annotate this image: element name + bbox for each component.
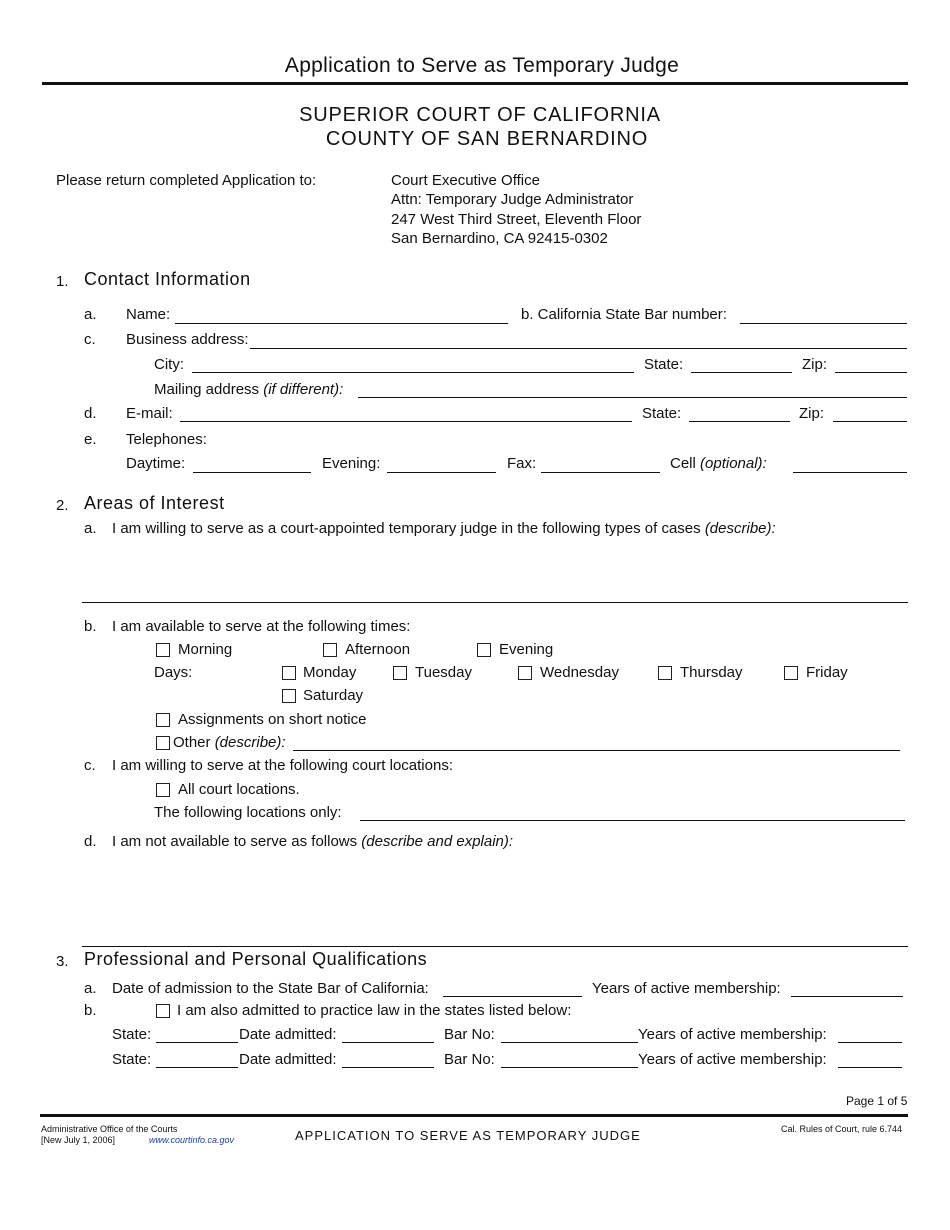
evening-checkbox[interactable] [477,643,491,657]
item-label: c. [84,757,96,774]
tuesday-checkbox[interactable] [393,666,407,680]
cell-label [670,455,767,472]
all-locations-checkbox[interactable] [156,783,170,797]
name-field[interactable] [175,323,508,324]
item-label: c. [84,331,96,348]
zip-field[interactable] [835,372,907,373]
availability-text: I am available to serve at the following times: [112,618,411,635]
business-address-field[interactable] [250,348,907,349]
state-label: State: [644,356,684,373]
return-address-line: Court Executive Office [391,172,540,189]
years-label: Years of active membership: [638,1051,827,1068]
following-locations-field[interactable] [360,820,905,821]
daytime-phone-field[interactable] [193,472,311,473]
section-title-interest: Areas of Interest [84,493,225,513]
footer-rule [40,1114,908,1117]
admission-date-label: Date of admission to the State Bar of California: [112,980,429,997]
tuesday-label: Tuesday [415,664,472,681]
years-field[interactable] [838,1067,902,1068]
fax-field[interactable] [541,472,660,473]
footer-revision: [New July 1, 2006] [41,1135,116,1145]
other-states-checkbox[interactable] [156,1004,170,1018]
case-types-field[interactable] [82,602,908,603]
unavailable-label: I am not available to serve as follows [112,833,358,850]
thursday-label: Thursday [680,664,743,681]
zip-label: Zip: [799,405,825,422]
bar-number-label: b. California State Bar number: [521,306,727,323]
section-title-qualifications: Professional and Personal Qualifications [84,949,428,969]
case-types-note: (describe): [704,520,776,537]
bar-number-field[interactable] [740,323,907,324]
business-address-label: Business address: [126,331,249,348]
morning-checkbox[interactable] [156,643,170,657]
wednesday-label: Wednesday [540,664,619,681]
thursday-checkbox[interactable] [658,666,672,680]
court-name: SUPERIOR COURT OF CALIFORNIA [299,104,661,126]
years-field[interactable] [838,1042,902,1043]
bar-no-label: Bar No: [444,1026,495,1043]
bar-no-label: Bar No: [444,1051,495,1068]
other-checkbox[interactable] [156,736,170,750]
footer-form-title: APPLICATION TO SERVE AS TEMPORARY JUDGE [295,1128,641,1143]
item-label: a. [84,520,97,537]
state-label: State: [112,1026,152,1043]
all-locations-label: All court locations. [178,781,300,798]
county-name: COUNTY OF SAN BERNARDINO [325,128,649,150]
unavailable-field[interactable] [82,946,908,947]
footer-website[interactable]: www.courtinfo.ca.gov [149,1135,235,1145]
zip-label: Zip: [802,356,828,373]
header-rule [42,82,908,85]
city-field[interactable] [192,372,634,373]
name-label: Name: [126,306,171,323]
return-address-line: 247 West Third Street, Eleventh Floor [391,211,642,228]
evening-label: Evening: [322,455,381,472]
fax-label: Fax: [507,455,537,472]
mailing-label-text: Mailing address [154,381,260,398]
page-number: Page 1 of 5 [846,1094,908,1108]
bar-no-field[interactable] [501,1067,638,1068]
item-label: e. [84,431,97,448]
section-number: 2. [56,497,69,514]
unavailable-text [112,833,513,850]
friday-checkbox[interactable] [784,666,798,680]
short-notice-label: Assignments on short notice [178,711,367,728]
item-label: b. [84,1002,97,1019]
other-text: Other [173,734,211,751]
telephones-label: Telephones: [126,431,207,448]
item-label: d. [84,833,97,850]
other-note: (describe): [214,734,286,751]
days-label: Days: [154,664,193,681]
return-label: Please return completed Application to: [56,172,317,189]
short-notice-checkbox[interactable] [156,713,170,727]
other-states-label: I am also admitted to practice law in the states listed below: [177,1002,572,1019]
evening-phone-field[interactable] [387,472,496,473]
email-label: E-mail: [126,405,173,422]
date-admitted-field[interactable] [342,1067,434,1068]
unavailable-note: (describe and explain): [361,833,514,850]
item-label: d. [84,405,97,422]
friday-label: Friday [806,664,848,681]
afternoon-checkbox[interactable] [323,643,337,657]
wednesday-checkbox[interactable] [518,666,532,680]
monday-checkbox[interactable] [282,666,296,680]
state-field[interactable] [156,1067,238,1068]
date-admitted-label: Date admitted: [239,1026,337,1043]
following-locations-label: The following locations only: [154,804,342,821]
monday-label: Monday [303,664,357,681]
section-number: 1. [56,273,69,290]
date-admitted-field[interactable] [342,1042,434,1043]
city-label: City: [154,356,184,373]
other-label [173,734,286,751]
item-label: a. [84,980,97,997]
bar-no-field[interactable] [501,1042,638,1043]
case-types-text [112,520,776,537]
saturday-label: Saturday [303,687,364,704]
state-field[interactable] [691,372,792,373]
date-admitted-label: Date admitted: [239,1051,337,1068]
form-title: Application to Serve as Temporary Judge [284,54,680,77]
item-label: b. [84,618,97,635]
mailing-address-field[interactable] [358,397,907,398]
section-number: 3. [56,953,69,970]
return-address-line: Attn: Temporary Judge Administrator [391,191,634,208]
other-field[interactable] [293,750,900,751]
zip-field[interactable] [833,421,907,422]
section-title-contact: Contact Information [84,269,251,289]
state-label: State: [112,1051,152,1068]
cell-text: Cell [670,455,696,472]
footer-rule-citation: Cal. Rules of Court, rule 6.744 [781,1124,903,1134]
state-field[interactable] [156,1042,238,1043]
return-address-line: San Bernardino, CA 92415-0302 [391,230,608,247]
state-label: State: [642,405,682,422]
mailing-address-label [154,381,343,398]
years-active-label: Years of active membership: [592,980,781,997]
case-types-label: I am willing to serve as a court-appointed temporary judge in the following types of cases [112,520,701,537]
daytime-label: Daytime: [126,455,186,472]
mailing-note: (if different): [263,381,344,398]
cell-phone-field[interactable] [793,472,907,473]
saturday-checkbox[interactable] [282,689,296,703]
state-field[interactable] [689,421,790,422]
afternoon-label: Afternoon [345,641,411,658]
admission-date-field[interactable] [443,996,582,997]
evening-label: Evening [499,641,554,658]
item-label: a. [84,306,97,323]
footer-office: Administrative Office of the Courts [41,1124,178,1134]
locations-text: I am willing to serve at the following court locations: [112,757,453,774]
cell-note: (optional): [700,455,767,472]
years-label: Years of active membership: [638,1026,827,1043]
morning-label: Morning [178,641,233,658]
years-active-field[interactable] [791,996,903,997]
email-field[interactable] [180,421,632,422]
